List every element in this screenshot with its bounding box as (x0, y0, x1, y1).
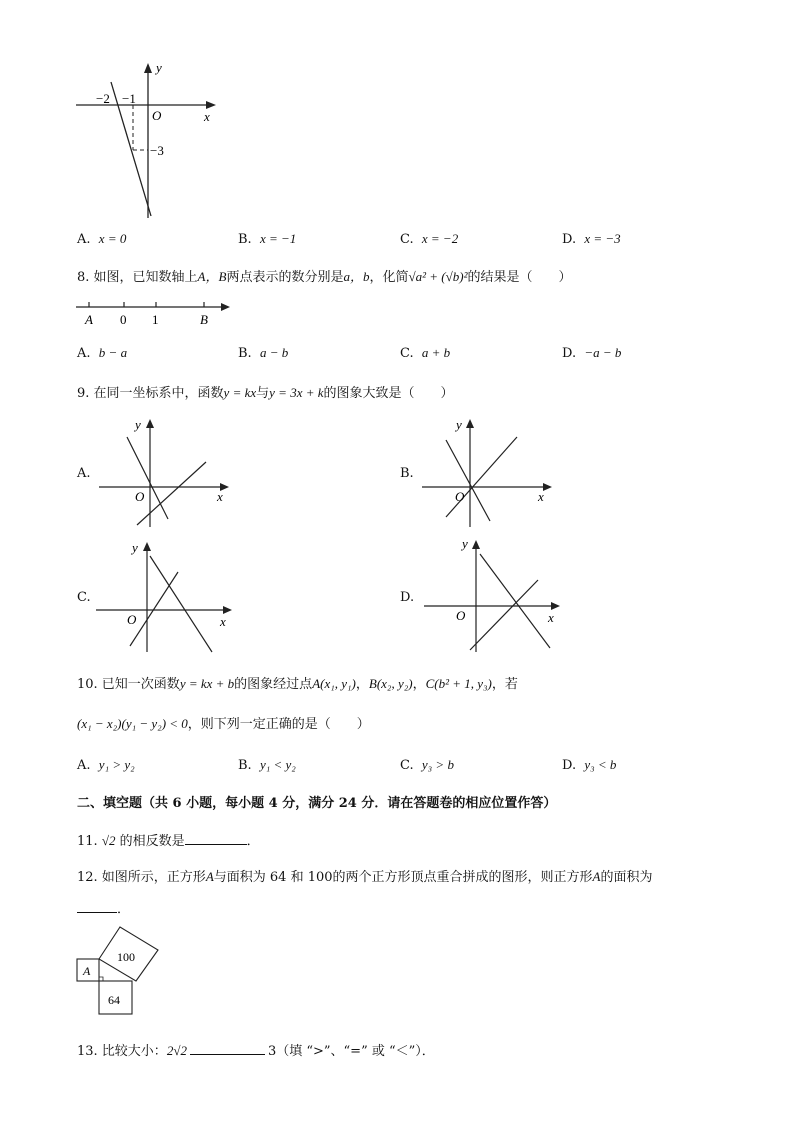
q7-option-d[interactable]: D. x = −3 (562, 231, 621, 247)
q7-option-a[interactable]: A. x = 0 (77, 231, 127, 247)
q9-graph-c[interactable] (92, 538, 237, 656)
svg-text:O: O (455, 489, 465, 504)
q7-y-label: y (156, 60, 162, 75)
q8-stem: 8. 如图，已知数轴上A，B两点表示的数分别是a，b，化简√a² + (√b)²的结果是（ ） (77, 269, 572, 285)
q9-graph-b[interactable] (418, 415, 558, 530)
svg-text:O: O (135, 489, 145, 504)
svg-text:x: x (548, 610, 554, 625)
q8-label-1: 1 (152, 312, 159, 327)
svg-text:y: y (132, 540, 138, 555)
q9-graph-d[interactable] (420, 534, 565, 656)
q10-option-b[interactable]: B. y₁ < y₂ (238, 757, 296, 773)
q12-stem: 12. 如图所示，正方形A与面积为 64 和 100的两个正方形顶点重合拼成的图形，则正方形A的面积为 (77, 869, 653, 885)
q12-answer-blank[interactable] (77, 900, 117, 913)
q9-stem: 9. 在同一坐标系中，函数y = kx与y = 3x + k的图象大致是（ ） (77, 385, 454, 401)
q7-tick-neg3: −3 (150, 143, 164, 158)
q13-stem: 13. 比较大小：2√2 3（填 “>”、“=” 或 “＜”）． (77, 1043, 435, 1059)
q9-graph-a[interactable] (95, 415, 235, 530)
q8-number-line (74, 298, 234, 328)
q9-option-b-label[interactable]: B. (400, 466, 414, 481)
q11-stem: 11. √2 的相反数是 ． (77, 833, 260, 849)
q8-label-b: B (200, 312, 208, 327)
q9-option-c-label[interactable]: C. (77, 590, 91, 605)
q8-option-a[interactable]: A. b − a (77, 345, 128, 361)
svg-text:O: O (127, 612, 137, 627)
q12-answer-line: ． (77, 898, 130, 917)
svg-text:x: x (220, 614, 226, 629)
q9-option-a-label[interactable]: A. (77, 466, 91, 481)
q10-condition: (x₁ − x₂)(y₁ − y₂) < 0，则下列一定正确的是（ ） (77, 716, 370, 732)
q7-option-c[interactable]: C. x = −2 (400, 231, 459, 247)
q7-x-label: x (204, 109, 210, 124)
q8-option-b[interactable]: B. a − b (238, 345, 289, 361)
q9-option-d-label[interactable]: D. (400, 590, 415, 605)
q12-label-100: 100 (117, 950, 135, 964)
q8-label-0: 0 (120, 312, 127, 327)
q7-figure (70, 58, 230, 223)
section-2-heading: 二、填空题（共 6 小题，每小题 4 分，满分 24 分．请在答题卷的相应位置作答） (77, 796, 557, 811)
svg-text:y: y (462, 536, 468, 551)
q7-tick-neg1: −1 (122, 91, 136, 106)
svg-text:x: x (217, 489, 223, 504)
q12-label-a: A (83, 964, 91, 978)
svg-text:y: y (456, 417, 462, 432)
q10-option-a[interactable]: A. y₁ > y₂ (77, 757, 135, 773)
q13-answer-blank[interactable] (190, 1042, 265, 1055)
q7-origin-label: O (152, 108, 162, 123)
q8-label-a: A (85, 312, 93, 327)
svg-text:x: x (538, 489, 544, 504)
q12-label-64: 64 (108, 993, 120, 1007)
q10-option-c[interactable]: C. y₃ > b (400, 757, 454, 773)
q8-option-d[interactable]: D. −a − b (562, 345, 622, 361)
q8-option-c[interactable]: C. a + b (400, 345, 451, 361)
q12-figure (74, 925, 164, 1020)
q7-option-b[interactable]: B. x = −1 (238, 231, 297, 247)
svg-text:O: O (456, 608, 466, 623)
svg-text:y: y (135, 417, 141, 432)
q10-option-d[interactable]: D. y₃ < b (562, 757, 617, 773)
q10-stem: 10. 已知一次函数y = kx + b的图象经过点A(x₁, y₁)，B(x₂, y₂)，C(b² + 1, y₃)，若 (77, 676, 518, 692)
q11-answer-blank[interactable] (185, 832, 247, 845)
q7-tick-neg2: −2 (96, 91, 110, 106)
